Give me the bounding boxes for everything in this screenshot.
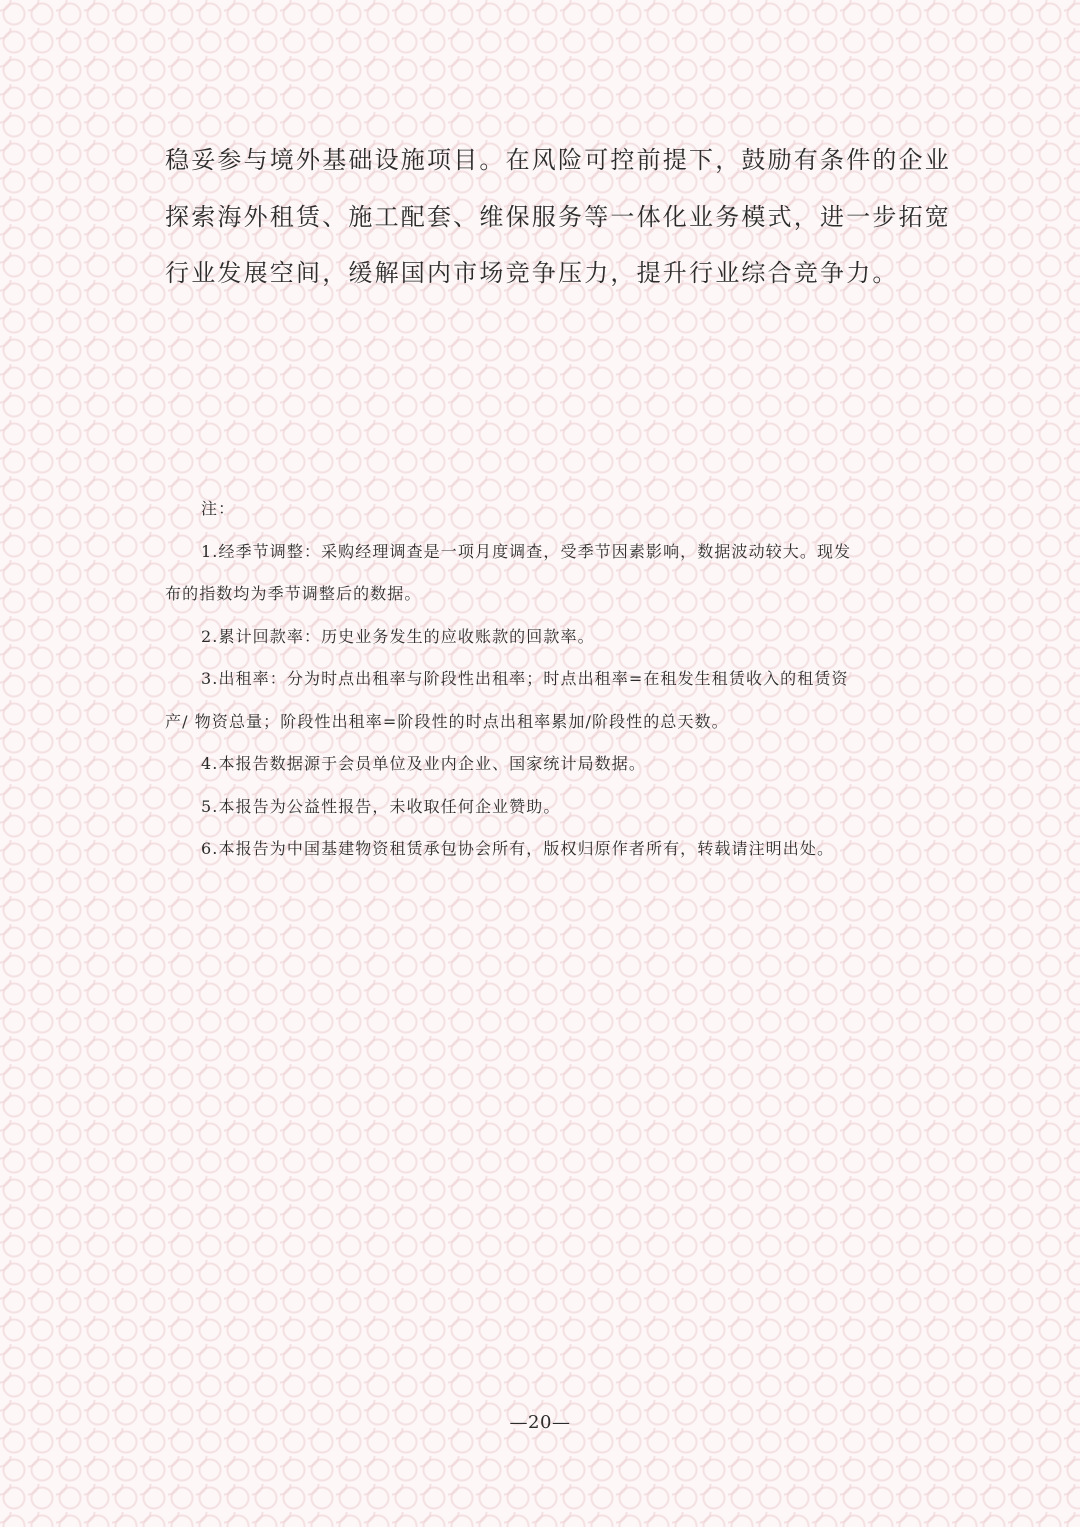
note-2: 2.累计回款率：历史业务发生的应收账款的回款率。: [201, 626, 595, 646]
body-paragraph: [165, 132, 951, 302]
body-line: 探索海外租赁、施工配套、维保服务等一体化业务模式，进一步拓宽: [165, 202, 951, 231]
note-1-line-1: 1.经季节调整：采购经理调查是一项月度调查，受季节因素影响，数据波动较大。现发: [201, 541, 852, 561]
note-3-line-1: 3.出租率：分为时点出租率与阶段性出租率；时点出租率=在租发生租赁收入的租赁资: [201, 669, 849, 688]
note-1-line-2: 布的指数均为季节调整后的数据。: [165, 584, 422, 603]
note-3-line-2: 产/ 物资总量；阶段性出租率=阶段性的时点出租率累加/阶段性的总天数。: [165, 711, 729, 731]
page-number: —20—: [509, 1412, 571, 1433]
notes-title: 注：: [201, 499, 236, 518]
body-line: 行业发展空间，缓解国内市场竞争压力，提升行业综合竞争力。: [165, 259, 899, 287]
notes-section: [165, 488, 925, 871]
note-5: 5.本报告为公益性报告，未收取任何企业赞助。: [201, 796, 561, 816]
note-4: 4.本报告数据源于会员单位及业内企业、国家统计局数据。: [201, 754, 646, 773]
note-6: 6.本报告为中国基建物资租赁承包协会所有，版权归原作者所有，转载请注明出处。: [201, 839, 835, 858]
body-line: 稳妥参与境外基础设施项目。在风险可控前提下，鼓励有条件的企业: [165, 146, 951, 174]
